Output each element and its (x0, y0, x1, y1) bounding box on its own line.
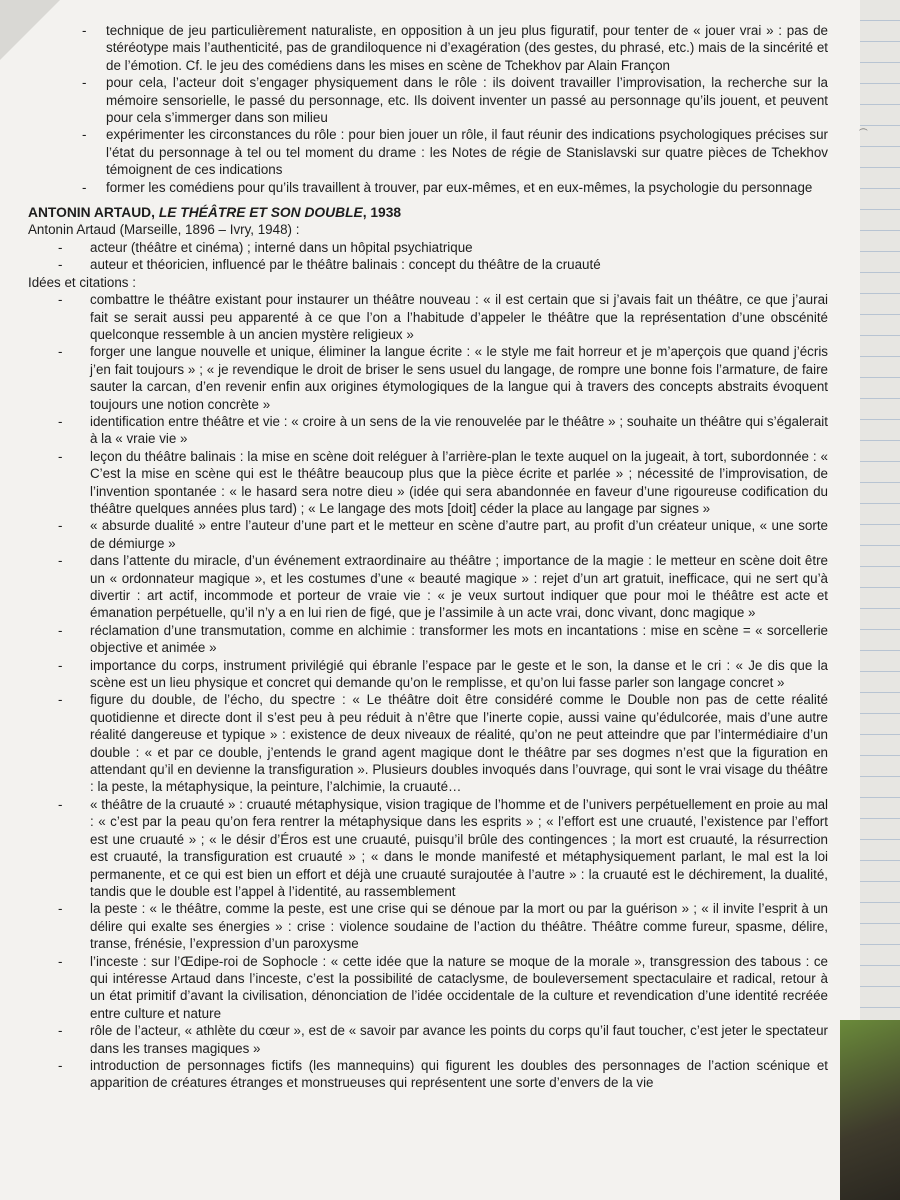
bullet-dash: - (82, 127, 87, 143)
list-item (28, 126, 828, 178)
bullet-dash: - (82, 179, 87, 195)
list-item (28, 1057, 828, 1092)
item-text: leçon du théâtre balinais : la mise en scène doit reléguer à l’arrière-plan le texte auquel on la jugeait, à tort, subordonnée : « C’est la mise en scène qui est le théâtre beaucoup plus que la pièce écrite et parlée » ; nécessité de l’improvisation, de l’invention spontanée : « le hasard sera notre dieu » (idée qui sera abandonnée en faveur d’une rigoureuse codification du théâtre quelques années plus tard) ; « Le langage des mots [doit] céder la place au langage par signes » (90, 448, 828, 516)
item-text: combattre le théâtre existant pour instaurer un théâtre nouveau : « il est certain que si j’avais fait un théâtre, ce que j’aurai fait se serait aussi peu apparenté à ce que l’on a l’habitude d’appeler le théâtre que la représentation d’une obscénité quelconque ressemble à un ancien mystère religieux » (90, 292, 828, 342)
bio-intro: Antonin Artaud (Marseille, 1896 – Ivry, 1948) : (28, 222, 300, 238)
bullet-dash: - (58, 1057, 63, 1073)
bullet-dash: - (58, 901, 63, 917)
item-text: introduction de personnages fictifs (les mannequins) qui figurent les doubles des personnages de l’action scénique et apparition de créatures étranges et monstrueuses qui représentent une sorte d’envers de la vie (90, 1057, 828, 1091)
list-item (28, 74, 828, 126)
list-item (28, 552, 828, 622)
list-item (28, 657, 828, 692)
page-content (28, 22, 828, 1092)
list-item (28, 343, 828, 413)
bullet-dash: - (58, 953, 63, 969)
item-text: forger une langue nouvelle et unique, éliminer la langue écrite : « le style me fait horreur et je m’aperçois que quand j’écris j’en fait toujours » ; « je revendique le droit de briser le sens usuel du langage, de rompre une bonne fois l’armature, de faire sauter la carcan, d’en revenir enfin aux origines étymologiques de la langue qui à travers des concepts abstraits évoquent toujours une notion concrète » (90, 344, 828, 412)
ideas-intro: Idées et citations : (28, 274, 136, 290)
list-item (28, 953, 828, 1023)
section-title-italic: LE THÉÂTRE ET SON DOUBLE (158, 205, 363, 221)
bullet-dash: - (58, 518, 63, 534)
item-text: dans l’attente du miracle, d’un événement extraordinaire au théâtre ; importance de la magie : le metteur en scène doit être un « ordonnateur magique », et les costumes d’une « beauté magique » : rejet d’un art gratuit, inefficace, qui ne sert qu’à divertir : art actif, incommode et porteur de vraie vie : « je veux surtout indiquer que pour moi le théâtre est acte et émanation perpétuelle, qu’il n’y a en lui rien de figé, que je l’assimile à un acte vrai, donc vivant, donc magique » (90, 553, 828, 621)
list-item (28, 413, 828, 448)
list-item (28, 256, 828, 273)
bullet-dash: - (58, 257, 63, 273)
bullet-dash: - (58, 448, 63, 464)
list-item (28, 622, 828, 657)
bullet-dash: - (82, 23, 87, 38)
top-bullet-list (28, 22, 828, 196)
list-item (28, 1022, 828, 1057)
section-title-prefix: ANTONIN ARTAUD, (28, 205, 159, 221)
item-text: réclamation d’une transmutation, comme en alchimie : transformer les mots en incantations : mise en scène = « sorcellerie objective et animée » (90, 622, 828, 656)
item-text: rôle de l’acteur, « athlète du cœur », est de « savoir par avance les points du corps qu’il faut toucher, c’est jeter le spectateur dans les transes magiques » (90, 1023, 828, 1056)
bullet-dash: - (58, 657, 63, 673)
item-text: la peste : « le théâtre, comme la peste, est une crise qui se dénoue par la mort ou par la guérison » ; « il invite l’esprit à un délire qui exalte ses énergies » : crise : violence soudaine de l’action du théâtre. Théâtre comme fureur, spasme, délire, transe, frénésie, l’expression d’un paroxysme (90, 901, 828, 952)
list-item (28, 448, 828, 518)
item-text: technique de jeu particulièrement naturaliste, en opposition à un jeu plus figuratif, pour tenter de « jouer vrai » : pas de stéréotype mais l’authenticité, pas de grandiloquence ni d’exagération (des gestes, du phrasé, etc.) mais de la sincérité et de l’émotion. Cf. le jeu des comédiens dans les mises en scène de Tchekhov par Alain Françon (106, 23, 828, 73)
section-title (28, 204, 828, 221)
bullet-dash: - (58, 1023, 63, 1039)
list-item (28, 179, 828, 196)
bullet-dash: - (82, 75, 87, 91)
list-item (28, 900, 828, 952)
section-title-suffix: , 1938 (362, 205, 402, 221)
item-text: pour cela, l’acteur doit s’engager physiquement dans le rôle : ils doivent travailler l’improvisation, la recherche sur la mémoire sensorielle, le passé du personnage, etc. Ils doivent inventer un passé au personnage qu’ils jouent, et peuvent pour cela s’immerger dans son milieu (106, 75, 828, 126)
bullet-dash: - (58, 344, 63, 360)
list-item (28, 22, 828, 74)
item-text: identification entre théâtre et vie : « croire à un sens de la vie renouvelée par le théâtre » ; souhaite un théâtre qui s’égalerait à la « vraie vie » (90, 413, 828, 447)
item-text: expérimenter les circonstances du rôle : pour bien jouer un rôle, il faut réunir des indications psychologiques précises sur l’état du personnage à tel ou tel moment du drame : les Notes de régie de Stanislavski sur quatre pièces de Tchekhov témoignent de ces indications (106, 127, 828, 178)
list-item (28, 517, 828, 552)
bullet-dash: - (58, 553, 63, 569)
item-text: importance du corps, instrument privilégié qui ébranle l’espace par le geste et le son, la danse et le cri : « Je dis que la scène est un lieu physique et concret qui demande qu’on le remplisse, et qu’on lui fasse parler son langage concret » (90, 657, 828, 691)
list-item (28, 691, 828, 795)
item-text: figure du double, de l’écho, du spectre : « Le théâtre doit être considéré comme le Double non pas de cette réalité quotidienne et directe dont il s’est peu à peu réduit à n’être que l’inerte copie, aussi vaine qu’édulcorée, mais d’une autre réalité dangereuse et typique » : existence de deux niveaux de réalité, qu’on ne peut atteindre que par l’intermédiaire d’un double : « et par ce double, j’entends le grand agent magique dont le théâtre par ses dogmes n’est que la figuration en attendant qu’il en devienne la transfiguration ». Plusieurs doubles invoqués dans l’ouvrage, qui sont le vrai visage du théâtre : la peste, la métaphysique, la peinture, l’alchimie, la cruauté… (90, 692, 828, 795)
bullet-dash: - (58, 622, 63, 638)
item-text: acteur (théâtre et cinéma) ; interné dans un hôpital psychiatrique (90, 239, 473, 255)
background-desk (840, 1020, 900, 1200)
item-text: former les comédiens pour qu’ils travaillent à trouver, par eux-mêmes, et en eux-mêmes, la psychologie du personnage (106, 179, 813, 195)
list-item (28, 796, 828, 900)
item-text: l’inceste : sur l’Œdipe-roi de Sophocle : « cette idée que la nature se moque de la morale », transgression des tabous : ce qui intéresse Artaud dans l’inceste, c’est la possibilité de cataclysme, de bouleversement spectaculaire et radical, retour à un état primitif d’avant la civilisation, dénonciation de l’idée occidentale de la culture et revendication d’une identité recréée entre culture et nature (90, 953, 828, 1021)
list-item (28, 291, 828, 343)
item-text: « théâtre de la cruauté » : cruauté métaphysique, vision tragique de l’homme et de l’univers perpétuellement en proie au mal : « c’est par la peau qu’on fera rentrer la métaphysique dans les esprits » ; « l’effort est une cruauté, l’existence par l’effort est une cruauté » ; « le désir d’Éros est une cruauté, puisqu’il brûle des contingences ; la mort est cruauté, la résurrection est cruauté, la transfiguration est cruauté » ; « dans le monde manifesté et métaphysiquement parlant, le mal est la loi permanente, et ce qui est bien un effort et déjà une cruauté surajoutée à l’autre » : la cruauté est le déchirement, la dualité, tandis que le double est l’appel à l’identité, au rassemblement (90, 796, 828, 899)
bullet-dash: - (58, 239, 63, 255)
bullet-dash: - (58, 292, 63, 308)
list-item (28, 239, 828, 256)
bullet-dash: - (58, 692, 63, 708)
item-text: « absurde dualité » entre l’auteur d’une part et le metteur en scène d’autre part, au profit d’un créateur unique, « une sorte de démiurge » (90, 518, 828, 551)
ideas-list (28, 291, 828, 1092)
bio-list (28, 239, 828, 274)
bullet-dash: - (58, 413, 63, 429)
bullet-dash: - (58, 796, 63, 812)
item-text: auteur et théoricien, influencé par le théâtre balinais : concept du théâtre de la cruauté (90, 257, 601, 273)
